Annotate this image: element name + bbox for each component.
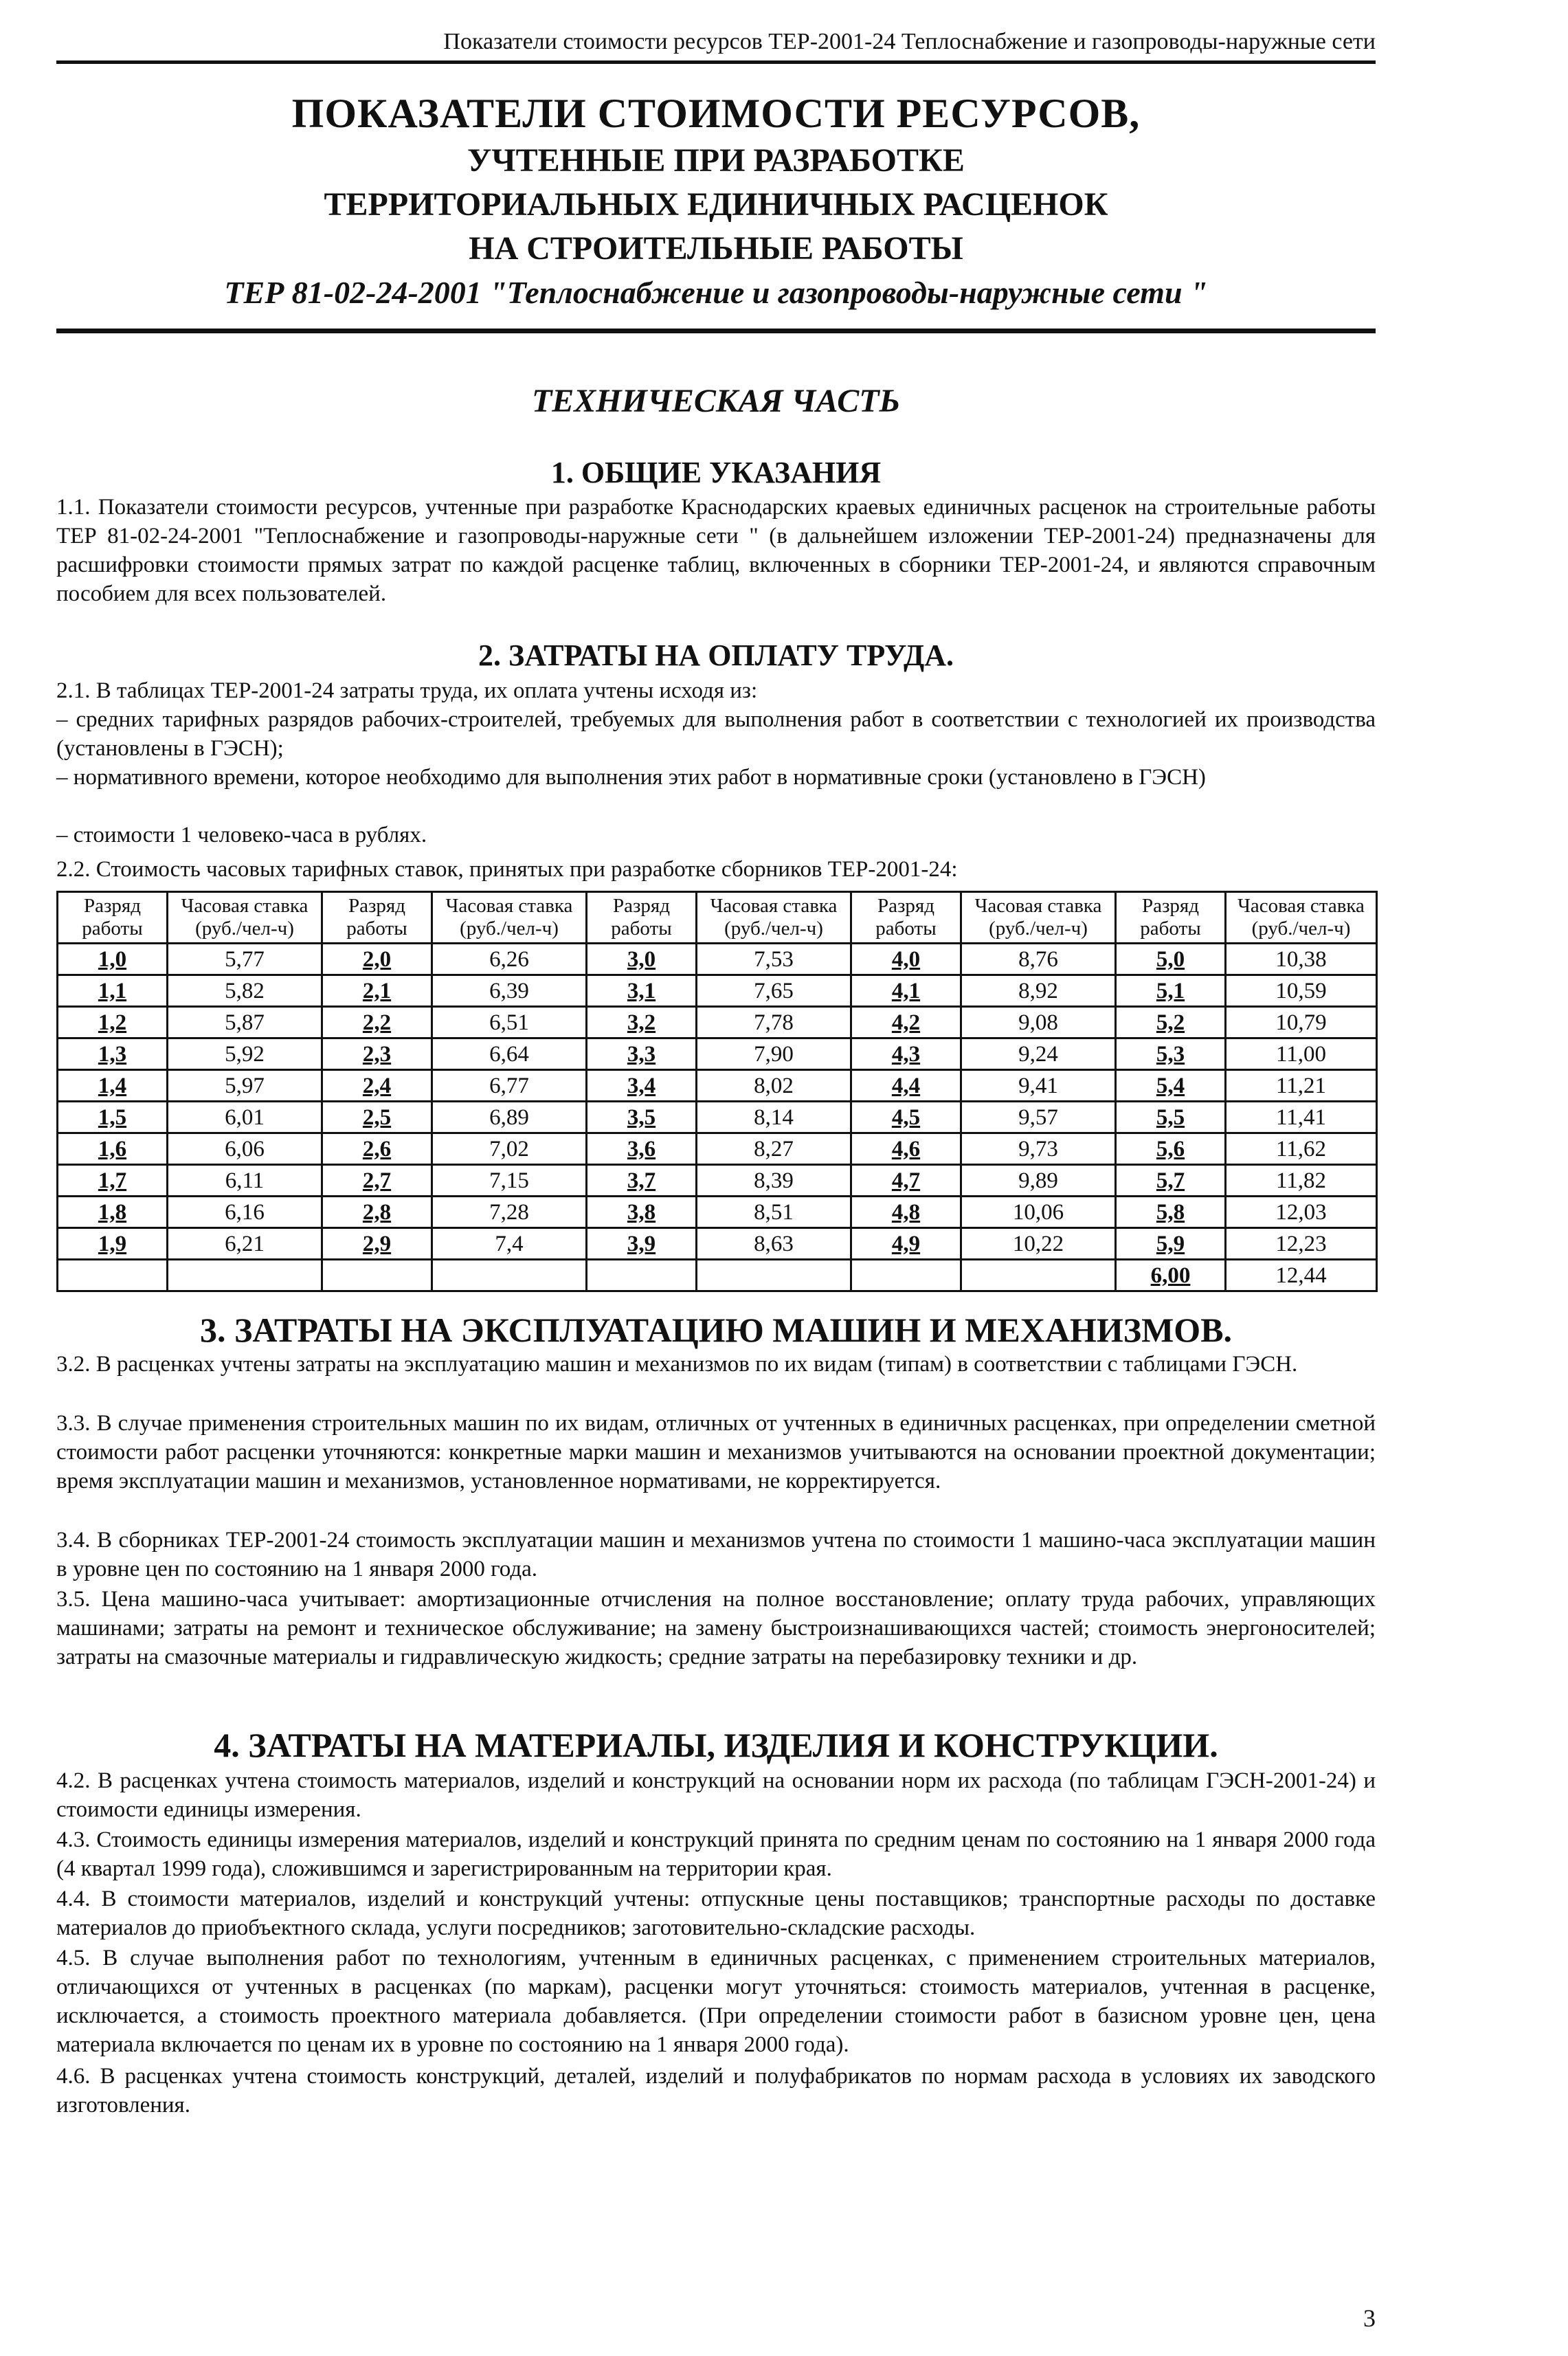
- rate-cell: 5,87: [168, 1007, 322, 1038]
- rate-cell: 7,02: [432, 1133, 587, 1165]
- grade-cell: 1,7: [58, 1165, 168, 1197]
- table-row: [58, 1038, 1377, 1070]
- rate-cell: 10,22: [961, 1228, 1116, 1260]
- grade-cell: 2,6: [322, 1133, 432, 1165]
- grade-cell: 1,9: [58, 1228, 168, 1260]
- grade-cell: 4,1: [851, 975, 961, 1007]
- grade-cell: 5,1: [1116, 975, 1226, 1007]
- rate-cell: 9,89: [961, 1165, 1116, 1197]
- section-4-paragraph-6: 4.6. В расценках учтена стоимость конструкций, деталей, изделий и полуфабрикатов по нормам расхода в условиях их заводского изготовления.: [56, 2064, 1376, 2118]
- running-header: Показатели стоимости ресурсов ТЕР-2001-24 Теплоснабжение и газопроводы-наружные сети: [443, 29, 1376, 54]
- title-line-2: УЧТЕННЫЕ ПРИ РАЗРАБОТКЕ: [467, 142, 965, 179]
- rate-cell: 8,39: [697, 1165, 851, 1197]
- grade-cell: 6,00: [1116, 1260, 1226, 1291]
- table-row: [58, 1102, 1377, 1133]
- section-2-paragraph-1: 2.1. В таблицах ТЕР-2001-24 затраты труда, их оплата учтены исходя из:: [56, 678, 758, 703]
- title-line-5: ТЕР 81-02-24-2001 "Теплоснабжение и газопроводы-наружные сети ": [224, 275, 1208, 310]
- title-block: [56, 88, 1376, 315]
- grade-cell: 4,0: [851, 944, 961, 975]
- rate-cell: 6,26: [432, 944, 587, 975]
- grade-cell: 2,8: [322, 1197, 432, 1228]
- section-3-paragraph-4: 3.4. В сборниках ТЕР-2001-24 стоимость эксплуатации машин и механизмов учтена по стоимости 1 машино-часа эксплуатации машин в уровне цен по состоянию на 1 января 2000 года.: [56, 1528, 1376, 1581]
- tech-part-heading: ТЕХНИЧЕСКАЯ ЧАСТЬ: [531, 383, 901, 419]
- rate-cell: 6,16: [168, 1197, 322, 1228]
- rate-cell: 8,14: [697, 1102, 851, 1133]
- section-1-paragraph: 1.1. Показатели стоимости ресурсов, учтенные при разработке Краснодарских краевых единичных расценок на строительные работы ТЕР 81-02-24-2001 "Теплоснабжение и газопроводы-наружные сети " (в дальнейшем изложении ТЕР-2001-24) предназначены для расшифровки стоимости прямых затрат по каждой расценке таблиц, включенных в сборники ТЕР-2001-24, и являются справочным пособием для всех пользователей.: [56, 495, 1376, 606]
- grade-cell: 3,8: [587, 1197, 697, 1228]
- section-4-paragraph-3: 4.3. Стоимость единицы измерения материалов, изделий и конструкций принята по средним ценам по состоянию на 1 января 2000 года (4 квартал 1999 года), сложившимся и зарегистрированным на территории края.: [56, 1827, 1376, 1881]
- section-2-bullet-1: – средних тарифных разрядов рабочих-строителей, требуемых для выполнения работ в соответствии с технологией их производства (установлены в ГЭСН);: [56, 707, 1376, 761]
- grade-cell: 5,9: [1116, 1228, 1226, 1260]
- section-2-paragraph-2: 2.2. Стоимость часовых тарифных ставок, принятых при разработке сборников ТЕР-2001-24:: [56, 857, 958, 882]
- section-3-paragraph-2: 3.2. В расценках учтены затраты на эксплуатацию машин и механизмов по их видам (типам) в соответствии с таблицами ГЭСН.: [56, 1352, 1298, 1377]
- rate-cell: 8,51: [697, 1197, 851, 1228]
- section-2-bullet-3: – стоимости 1 человеко-часа в рублях.: [56, 823, 427, 847]
- grade-cell: 3,2: [587, 1007, 697, 1038]
- grade-cell: 1,5: [58, 1102, 168, 1133]
- grade-cell: 1,8: [58, 1197, 168, 1228]
- rate-cell: 10,79: [1226, 1007, 1377, 1038]
- grade-cell: [851, 1260, 961, 1291]
- hourly-rates-table: [56, 891, 1378, 1292]
- rate-cell: 11,00: [1226, 1038, 1377, 1070]
- table-row: [58, 975, 1377, 1007]
- rate-cell: 12,23: [1226, 1228, 1377, 1260]
- section-3-paragraph-5: 3.5. Цена машино-часа учитывает: амортизационные отчисления на полное восстановление; оплату труда рабочих, управляющих машинами; затраты на ремонт и техническое обслуживание; на замену быстроизнашивающихся частей; стоимость энергоносителей; затраты на смазочные материалы и гидравлическую жидкость; средние затраты на перебазировку техники и др.: [56, 1587, 1376, 1669]
- section-4-paragraph-5: 4.5. В случае выполнения работ по технологиям, учтенным в единичных расценках, с применением строительных материалов, отличающихся от учтенных в расценках (по маркам), расценки могут уточняться: стоимость материалов, учтенная в расценке, исключается, а стоимость проектного материала добавляется. (При определении стоимости работ в базисном уровне цен, цена материала включается по ценам их в уровне по состоянию на 1 января 2000 года).: [56, 1946, 1376, 2057]
- title-line-3: ТЕРРИТОРИАЛЬНЫХ ЕДИНИЧНЫХ РАСЦЕНОК: [324, 186, 1108, 223]
- rate-cell: 7,90: [697, 1038, 851, 1070]
- grade-cell: 5,7: [1116, 1165, 1226, 1197]
- rate-cell: 10,06: [961, 1197, 1116, 1228]
- table-header-row: [58, 892, 1377, 944]
- grade-cell: 3,4: [587, 1070, 697, 1102]
- rate-cell: 6,21: [168, 1228, 322, 1260]
- rate-cell: 7,78: [697, 1007, 851, 1038]
- table-row: [58, 1228, 1377, 1260]
- column-header-grade: Разряд работы: [587, 892, 697, 944]
- rate-cell: 10,59: [1226, 975, 1377, 1007]
- grade-cell: 2,2: [322, 1007, 432, 1038]
- rate-cell: [432, 1260, 587, 1291]
- page-number: 3: [1363, 2304, 1376, 2332]
- grade-cell: 2,9: [322, 1228, 432, 1260]
- grade-cell: 1,0: [58, 944, 168, 975]
- grade-cell: [58, 1260, 168, 1291]
- column-header-grade: Разряд работы: [322, 892, 432, 944]
- grade-cell: 3,1: [587, 975, 697, 1007]
- column-header-rate: Часовая ставка (руб./чел-ч): [697, 892, 851, 944]
- grade-cell: 2,7: [322, 1165, 432, 1197]
- rate-cell: 5,82: [168, 975, 322, 1007]
- grade-cell: 4,7: [851, 1165, 961, 1197]
- table-row: [58, 1165, 1377, 1197]
- section-4-paragraph-4: 4.4. В стоимости материалов, изделий и конструкций учтены: отпускные цены поставщиков; транспортные расходы по доставке материалов до приобъектного склада, услуги посредников; заготовительно-складские расходы.: [56, 1887, 1376, 1940]
- rate-cell: 6,77: [432, 1070, 587, 1102]
- column-header-grade: Разряд работы: [851, 892, 961, 944]
- title-line-1: ПОКАЗАТЕЛИ СТОИМОСТИ РЕСУРСОВ,: [291, 91, 1141, 136]
- rate-cell: 11,41: [1226, 1102, 1377, 1133]
- rate-cell: 8,02: [697, 1070, 851, 1102]
- column-header-rate: Часовая ставка (руб./чел-ч): [961, 892, 1116, 944]
- grade-cell: 3,0: [587, 944, 697, 975]
- grade-cell: 5,0: [1116, 944, 1226, 975]
- rate-cell: 11,62: [1226, 1133, 1377, 1165]
- grade-cell: 4,2: [851, 1007, 961, 1038]
- grade-cell: 5,4: [1116, 1070, 1226, 1102]
- rate-cell: 11,82: [1226, 1165, 1377, 1197]
- title-rule: [56, 329, 1376, 333]
- rate-cell: 5,97: [168, 1070, 322, 1102]
- section-2-heading: 2. ЗАТРАТЫ НА ОПЛАТУ ТРУДА.: [478, 638, 954, 672]
- rate-cell: 11,21: [1226, 1070, 1377, 1102]
- grade-cell: 4,9: [851, 1228, 961, 1260]
- rate-cell: 5,77: [168, 944, 322, 975]
- rate-cell: 5,92: [168, 1038, 322, 1070]
- table-row: [58, 944, 1377, 975]
- grade-cell: 2,0: [322, 944, 432, 975]
- grade-cell: 1,2: [58, 1007, 168, 1038]
- rate-cell: 6,51: [432, 1007, 587, 1038]
- grade-cell: 5,2: [1116, 1007, 1226, 1038]
- rate-cell: 8,63: [697, 1228, 851, 1260]
- table-row: [58, 1133, 1377, 1165]
- grade-cell: 2,4: [322, 1070, 432, 1102]
- column-header-grade: Разряд работы: [58, 892, 168, 944]
- grade-cell: 4,4: [851, 1070, 961, 1102]
- rate-cell: 6,39: [432, 975, 587, 1007]
- column-header-rate: Часовая ставка (руб./чел-ч): [432, 892, 587, 944]
- grade-cell: 2,5: [322, 1102, 432, 1133]
- table-row: [58, 1007, 1377, 1038]
- rate-cell: [697, 1260, 851, 1291]
- rate-cell: [961, 1260, 1116, 1291]
- section-4-paragraph-2: 4.2. В расценках учтена стоимость материалов, изделий и конструкций на основании норм их расхода (по таблицам ГЭСН-2001-24) и стоимости единицы измерения.: [56, 1768, 1376, 1822]
- grade-cell: 1,4: [58, 1070, 168, 1102]
- grade-cell: 4,8: [851, 1197, 961, 1228]
- rate-cell: 8,76: [961, 944, 1116, 975]
- rate-cell: 9,73: [961, 1133, 1116, 1165]
- grade-cell: 5,8: [1116, 1197, 1226, 1228]
- rate-cell: 6,11: [168, 1165, 322, 1197]
- grade-cell: 2,1: [322, 975, 432, 1007]
- grade-cell: 4,6: [851, 1133, 961, 1165]
- rate-cell: 8,92: [961, 975, 1116, 1007]
- grade-cell: [587, 1260, 697, 1291]
- rate-cell: 12,03: [1226, 1197, 1377, 1228]
- grade-cell: [322, 1260, 432, 1291]
- rate-cell: 6,89: [432, 1102, 587, 1133]
- rate-cell: 6,64: [432, 1038, 587, 1070]
- rate-cell: 7,65: [697, 975, 851, 1007]
- section-2-bullet-2: – нормативного времени, которое необходимо для выполнения этих работ в нормативные сроки (установлено в ГЭСН): [56, 765, 1206, 790]
- rate-cell: 9,41: [961, 1070, 1116, 1102]
- grade-cell: 3,5: [587, 1102, 697, 1133]
- rate-cell: 9,24: [961, 1038, 1116, 1070]
- section-3-paragraph-3: 3.3. В случае применения строительных машин по их видам, отличных от учтенных в единичных расценках, при определении сметной стоимости работ расценки уточняются: конкретные марки машин и механизмов учитываются на основании проектной документации; время эксплуатации машин и механизмов, установленное нормативами, не корректируется.: [56, 1411, 1376, 1493]
- rate-cell: 10,38: [1226, 944, 1377, 975]
- column-header-rate: Часовая ставка (руб./чел-ч): [1226, 892, 1377, 944]
- grade-cell: 3,7: [587, 1165, 697, 1197]
- rate-cell: 6,01: [168, 1102, 322, 1133]
- section-1-heading: 1. ОБЩИЕ УКАЗАНИЯ: [550, 456, 882, 489]
- grade-cell: 2,3: [322, 1038, 432, 1070]
- title-line-4: НА СТРОИТЕЛЬНЫЕ РАБОТЫ: [469, 230, 963, 267]
- grade-cell: 3,9: [587, 1228, 697, 1260]
- grade-cell: 1,1: [58, 975, 168, 1007]
- grade-cell: 5,5: [1116, 1102, 1226, 1133]
- rate-cell: 8,27: [697, 1133, 851, 1165]
- grade-cell: 3,6: [587, 1133, 697, 1165]
- table-row: [58, 1070, 1377, 1102]
- rate-cell: 9,08: [961, 1007, 1116, 1038]
- section-3-heading: 3. ЗАТРАТЫ НА ЭКСПЛУАТАЦИЮ МАШИН И МЕХАНИЗМОВ.: [199, 1311, 1233, 1349]
- rate-cell: 7,4: [432, 1228, 587, 1260]
- rate-cell: 6,06: [168, 1133, 322, 1165]
- header-rule: [56, 60, 1376, 64]
- grade-cell: 1,6: [58, 1133, 168, 1165]
- grade-cell: 4,5: [851, 1102, 961, 1133]
- section-4-heading: 4. ЗАТРАТЫ НА МАТЕРИАЛЫ, ИЗДЕЛИЯ И КОНСТРУКЦИИ.: [214, 1726, 1218, 1764]
- table-row: [58, 1260, 1377, 1291]
- rate-cell: 7,53: [697, 944, 851, 975]
- rate-cell: 12,44: [1226, 1260, 1377, 1291]
- table-body: [58, 944, 1377, 1291]
- rate-cell: [168, 1260, 322, 1291]
- rate-cell: 7,28: [432, 1197, 587, 1228]
- table-row: [58, 1197, 1377, 1228]
- rate-cell: 7,15: [432, 1165, 587, 1197]
- grade-cell: 5,3: [1116, 1038, 1226, 1070]
- grade-cell: 3,3: [587, 1038, 697, 1070]
- grade-cell: 1,3: [58, 1038, 168, 1070]
- grade-cell: 5,6: [1116, 1133, 1226, 1165]
- grade-cell: 4,3: [851, 1038, 961, 1070]
- rate-cell: 9,57: [961, 1102, 1116, 1133]
- column-header-rate: Часовая ставка (руб./чел-ч): [168, 892, 322, 944]
- column-header-grade: Разряд работы: [1116, 892, 1226, 944]
